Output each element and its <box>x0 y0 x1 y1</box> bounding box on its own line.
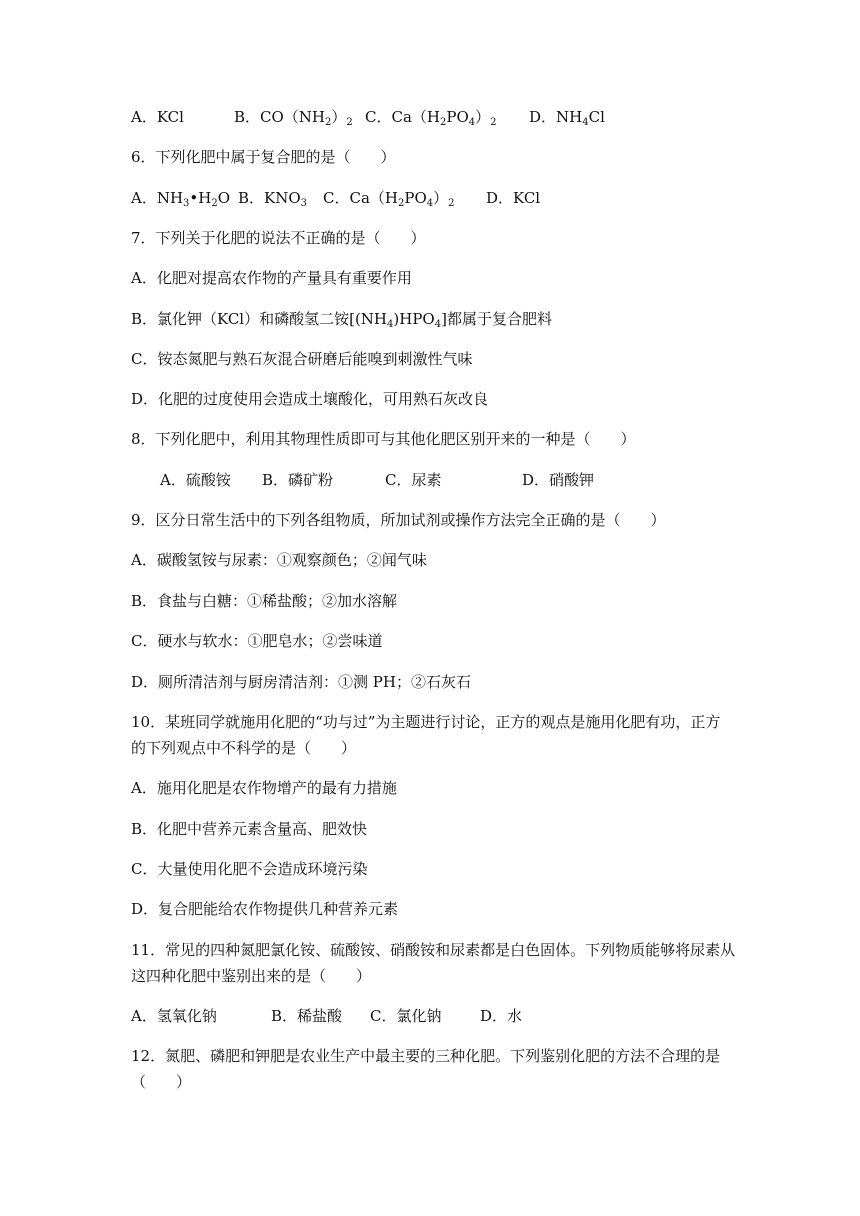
q7-option-c: C．铵态氮肥与熟石灰混合研磨后能嗅到刺激性气味 <box>131 350 473 368</box>
q12-stem-line1: 12．氮肥、磷肥和钾肥是农业生产中最主要的三种化肥。下列鉴别化肥的方法不合理的是 <box>131 1047 721 1065</box>
q8-option-d: D．硝酸钾 <box>522 471 595 489</box>
q10-stem-line2: 的下列观点中不科学的是（ ） <box>131 739 357 757</box>
q9-option-c: C．硬水与软水：①肥皂水；②尝味道 <box>131 632 383 650</box>
q8-option-b: B．磷矿粉 <box>262 471 334 489</box>
q9-stem: 9．区分日常生活中的下列各组物质，所加试剂或操作方法完全正确的是（ ） <box>131 511 666 529</box>
q6-option-c: C．$Ca(H_2PO_4)_2$ <box>323 189 455 209</box>
q9-option-d: D．厕所清洁剂与厨房清洁剂：①测 PH；②石灰石 <box>131 673 471 691</box>
q11-option-d: D．水 <box>480 1007 523 1025</box>
q11-option-a: A．氢氧化钠 <box>131 1007 217 1025</box>
q9-option-b: B．食盐与白糖：①稀盐酸；②加水溶解 <box>131 592 398 610</box>
q6-option-a: A．$NH_3•H_2O$ <box>131 189 231 209</box>
q7-option-b: B．氯化钾（KCl）和磷酸氢二铵$[(NH_4)HPO_4]$都属于复合肥料 <box>131 310 552 330</box>
q7-option-a: A．化肥对提高农作物的产量具有重要作用 <box>131 269 412 287</box>
q11-stem-line1: 11．常见的四种氮肥氯化铵、硫酸铵、硝酸铵和尿素都是白色固体。下列物质能够将尿素从 <box>131 941 736 959</box>
q11-option-c: C．氯化钠 <box>370 1007 442 1025</box>
q6-option-b: B．$KNO_3$ <box>238 189 308 209</box>
q5-option-d: D．$NH_4Cl$ <box>529 108 605 128</box>
q11-stem-line2: 这四种化肥中鉴别出来的是（ ） <box>131 967 372 985</box>
q5-option-b: B．$CO(NH_2)_2$ <box>234 108 353 128</box>
q9-option-a: A．碳酸氢铵与尿素：①观察颜色；②闻气味 <box>131 551 427 569</box>
q10-option-b: B．化肥中营养元素含量高、肥效快 <box>131 820 368 838</box>
q8-option-c: C．尿素 <box>385 471 442 489</box>
q10-stem-line1: 10．某班同学就施用化肥的“功与过”为主题进行讨论，正方的观点是施用化肥有功，正方 <box>131 713 721 731</box>
q11-option-b: B．稀盐酸 <box>271 1007 343 1025</box>
q5-option-a: A．KCl <box>131 108 184 126</box>
q5-option-c: C．$Ca(H_2PO_4)_2$ <box>365 108 497 128</box>
q10-option-d: D．复合肥能给农作物提供几种营养元素 <box>131 900 399 918</box>
q8-stem: 8．下列化肥中，利用其物理性质即可与其他化肥区别开来的一种是（ ） <box>131 430 636 448</box>
q10-option-c: C．大量使用化肥不会造成环境污染 <box>131 860 368 878</box>
q10-option-a: A．施用化肥是农作物增产的最有力措施 <box>131 779 397 797</box>
q6-stem: 6．下列化肥中属于复合肥的是（ ） <box>131 148 396 166</box>
q7-stem: 7．下列关于化肥的说法不正确的是（ ） <box>131 229 426 247</box>
q12-stem-line2: （ ） <box>131 1073 192 1091</box>
q6-option-d: D．KCl <box>486 189 541 207</box>
q8-option-a: A．硫酸铵 <box>160 471 231 489</box>
q7-option-d: D．化肥的过度使用会造成土壤酸化，可用熟石灰改良 <box>131 390 489 408</box>
